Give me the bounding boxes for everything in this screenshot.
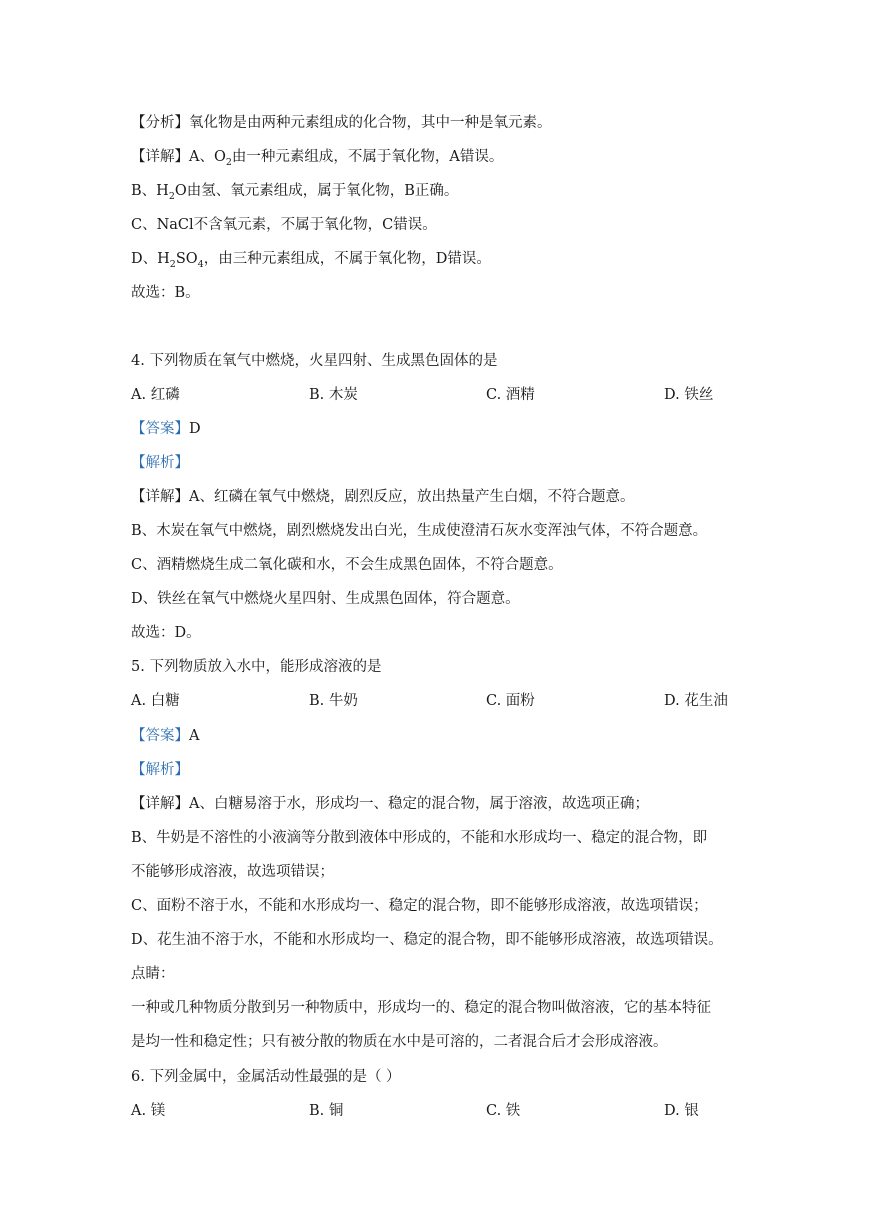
q5-note-label: 点睛： — [131, 966, 175, 982]
q5-note-2: 是均一性和稳定性；只有被分散的物质在水中是可溶的，二者混合后才会形成溶液。 — [131, 1034, 668, 1050]
q4-detail-a: 【详解】A、红磷在氧气中燃烧，剧烈反应，放出热量产生白烟，不符合题意。 — [131, 489, 635, 505]
q6-option-c: C. 铁 — [486, 1103, 521, 1119]
detail-tag: 【详解】 — [131, 149, 189, 165]
q5-detail-b-2: 不能够形成溶液，故选项错误； — [131, 864, 334, 880]
detail-line-a: 【详解】A、$O_2$由一种元素组成，不属于氧化物，A错误。 — [131, 149, 504, 168]
q5-jiexi-tag: 【解析】 — [131, 762, 189, 778]
q5-detail-d: D、花生油不溶于水，不能和水形成均一、稳定的混合物，即不能够形成溶液，故选项错误。 — [131, 932, 723, 948]
analysis-tag: 【分析】 — [131, 115, 189, 131]
q5-detail-c: C、面粉不溶于水，不能和水形成均一、稳定的混合物，即不能够形成溶液，故选项错误； — [131, 898, 708, 914]
q5-option-c: C. 面粉 — [486, 693, 535, 709]
analysis-line — [131, 113, 552, 133]
detail-line-d: D、$H_2SO_4$，由三种元素组成，不属于氧化物，D错误。 — [131, 251, 491, 270]
q4-answer-line — [131, 419, 201, 439]
q5-answer: A — [189, 728, 200, 744]
choice-line: 故选：B。 — [131, 285, 200, 301]
analysis-text: 氧化物是由两种元素组成的化合物，其中一种是氧元素。 — [189, 115, 552, 131]
q4-detail-c: C、酒精燃烧生成二氧化碳和水，不会生成黑色固体，不符合题意。 — [131, 557, 563, 573]
q5-option-d: D. 花生油 — [664, 693, 728, 709]
q6-option-b: B. 铜 — [309, 1103, 344, 1119]
q5-detail-b-1: B、牛奶是不溶性的小液滴等分散到液体中形成的，不能和水形成均一、稳定的混合物，即 — [131, 830, 708, 846]
detail-line-c: C、NaCl不含氧元素，不属于氧化物，C错误。 — [131, 217, 437, 233]
question-5: 5. 下列物质放入水中，能形成溶液的是 — [131, 659, 382, 675]
q4-option-d: D. 铁丝 — [664, 387, 714, 403]
q5-detail-a: 【详解】A、白糖易溶于水，形成均一、稳定的混合物，属于溶液，故选项正确； — [131, 796, 649, 812]
q4-detail-d: D、铁丝在氧气中燃烧火星四射、生成黑色固体，符合题意。 — [131, 591, 520, 607]
q5-answer-line: 【答案】A — [131, 728, 200, 744]
answer-tag: 【答案】 — [131, 421, 189, 437]
q5-option-a: A. 白糖 — [131, 693, 180, 709]
question-6: 6. 下列金属中，金属活动性最强的是（ ） — [131, 1069, 401, 1085]
q6-option-d: D. 银 — [664, 1103, 699, 1119]
q4-option-a: A. 红磷 — [131, 387, 180, 403]
q4-option-c: C. 酒精 — [486, 387, 535, 403]
q6-option-a: A. 镁 — [131, 1103, 166, 1119]
detail-line-b: B、$H_2O$由氢、氧元素组成，属于氧化物，B正确。 — [131, 183, 459, 202]
q5-note-1: 一种或几种物质分散到另一种物质中，形成均一的、稳定的混合物叫做溶液，它的基本特征 — [131, 1000, 711, 1016]
q4-choice: 故选：D。 — [131, 625, 201, 641]
q4-jiexi-tag: 【解析】 — [131, 455, 189, 471]
q5-option-b: B. 牛奶 — [309, 693, 358, 709]
q4-detail-b: B、木炭在氧气中燃烧，剧烈燃烧发出白光，生成使澄清石灰水变浑浊气体，不符合题意。 — [131, 523, 708, 539]
q4-option-b: B. 木炭 — [309, 387, 358, 403]
question-4: 4. 下列物质在氧气中燃烧，火星四射、生成黑色固体的是 — [131, 353, 498, 369]
q4-answer: D — [189, 421, 201, 437]
